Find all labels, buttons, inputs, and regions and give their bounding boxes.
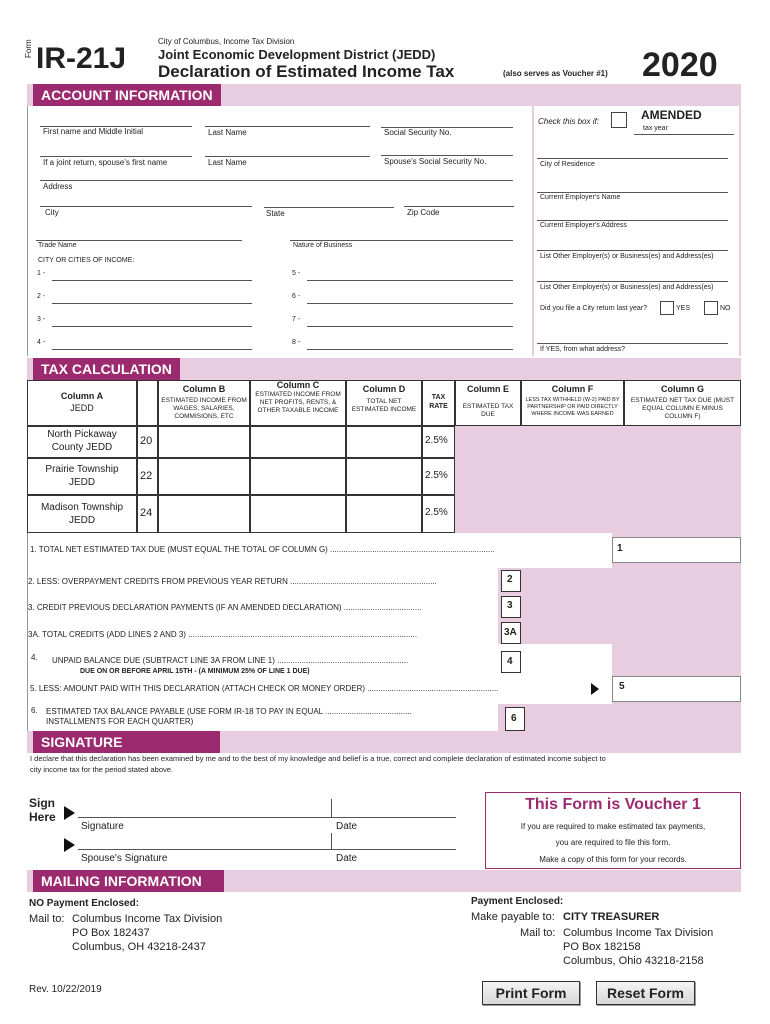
- row3-jedd-name: Madison Township JEDD: [40, 502, 124, 526]
- line5-num: 5: [619, 681, 625, 692]
- form-title-2: Declaration of Estimated Income Tax: [158, 62, 455, 81]
- spouse-signature-label: Spouse's Signature: [81, 853, 168, 864]
- line3a-num: 3A: [504, 627, 517, 638]
- first-name-label: First name and Middle Initial: [43, 127, 144, 136]
- revision-date: Rev. 10/22/2019: [29, 984, 102, 995]
- city-num-5: 5 -: [292, 270, 301, 277]
- payable-label: Make payable to:: [471, 911, 555, 923]
- left-address-3: Columbus, OH 43218-2437: [72, 941, 206, 953]
- line6-text-1: ESTIMATED TAX BALANCE PAYABLE (USE FORM IR-18 TO PAY IN EQUAL .......................................: [46, 707, 412, 716]
- zip-label: Zip Code: [407, 208, 440, 217]
- line3-num: 3: [507, 600, 513, 611]
- amended-checkbox[interactable]: [611, 112, 627, 128]
- line5-text: 5. LESS: AMOUNT PAID WITH THIS DECLARATION (ATTACH CHECK OR MONEY ORDER) ...........................................................: [30, 684, 499, 693]
- city-num-8: 8 -: [292, 339, 301, 346]
- colF-sub: LESS TAX WITHHELD (W-2) PAID BY PARTNERSHIP OR PAID DIRECTLY WHERE INCOME WAS EARNED: [525, 397, 620, 417]
- city-num-2: 2 -: [37, 293, 46, 300]
- colA-sub: JEDD: [70, 403, 94, 413]
- city-num-6: 6 -: [292, 293, 301, 300]
- tax-calc-heading: TAX CALCULATION: [33, 358, 180, 380]
- form-code: IR-21J: [36, 42, 127, 75]
- line3a-text: 3A. TOTAL CREDITS (ADD LINES 2 AND 3) .......................................................................................................: [28, 630, 418, 639]
- sign-arrow-icon: [64, 806, 75, 820]
- line4-num-label: 4.: [31, 653, 38, 662]
- colF-title: Column F: [551, 384, 594, 394]
- voucher-line-3: Make a copy of this form for your records.: [539, 855, 687, 864]
- line1-num-box: [612, 537, 741, 563]
- voucher-line-2: you are required to file this form.: [555, 838, 671, 847]
- city-num-7: 7 -: [292, 316, 301, 323]
- mail-to-label-right: Mail to:: [520, 927, 556, 939]
- row3-colB[interactable]: [158, 495, 250, 533]
- row2-code-text: 22: [140, 470, 153, 482]
- trade-name-label: Trade Name: [38, 242, 77, 249]
- no-payment-label: NO Payment Enclosed:: [29, 898, 140, 909]
- row2-rate-text: 2.5%: [425, 470, 448, 481]
- row3-rate-text: 2.5%: [425, 507, 448, 518]
- other-employers-label-1: List Other Employer(s) or Business(es) and Address(es): [540, 253, 714, 260]
- line2-num: 2: [507, 574, 513, 585]
- city-label: City: [45, 208, 59, 217]
- state-label: State: [266, 209, 285, 218]
- row3-code-text: 24: [140, 507, 153, 519]
- colD-sub: TOTAL NET ESTIMATED INCOME: [351, 398, 417, 413]
- mailing-heading: MAILING INFORMATION: [33, 870, 224, 892]
- row1-right-pink: [455, 426, 741, 533]
- mail-to-label-left: Mail to:: [29, 913, 65, 925]
- signature-heading: SIGNATURE: [33, 731, 220, 753]
- line1-text: 1. TOTAL NET ESTIMATED TAX DUE (MUST EQUAL THE TOTAL OF COLUMN G) ..........................................................................: [30, 545, 495, 554]
- date-label-2: Date: [336, 853, 358, 864]
- row1-colD[interactable]: [346, 426, 422, 458]
- no-label: NO: [720, 305, 731, 312]
- nature-of-business-label: Nature of Business: [293, 242, 353, 249]
- account-left-panel: [27, 106, 532, 356]
- other-employers-label-2: List Other Employer(s) or Business(es) and Address(es): [540, 284, 714, 291]
- mailing-bar: [27, 870, 741, 892]
- row2-colB[interactable]: [158, 458, 250, 495]
- right-address-3: Columbus, Ohio 43218-2158: [563, 955, 704, 967]
- reset-form-button[interactable]: Reset Form: [596, 981, 695, 1005]
- voucher-note: (also serves as Voucher #1): [503, 69, 608, 78]
- payment-enclosed-label: Payment Enclosed:: [471, 896, 564, 907]
- signature-label: Signature: [81, 821, 124, 832]
- payee: CITY TREASURER: [563, 911, 660, 923]
- account-info-heading: ACCOUNT INFORMATION: [33, 84, 221, 106]
- right-address-2: PO Box 182158: [563, 941, 641, 953]
- row3-colC[interactable]: [250, 495, 346, 533]
- declaration-line-2: city income tax for the period stated above.: [30, 765, 173, 774]
- employer-address-label: Current Employer's Address: [540, 222, 627, 229]
- spouse-ssn-label: Spouse's Social Security No.: [384, 157, 487, 166]
- left-address-1: Columbus Income Tax Division: [72, 913, 223, 925]
- signature-bar: [27, 731, 741, 753]
- voucher-line-1: If you are required to make estimated tax payments,: [520, 822, 706, 831]
- line6-text-2: INSTALLMENTS FOR EACH QUARTER): [46, 717, 194, 726]
- row1-code-text: 20: [140, 435, 153, 447]
- colG-sub: ESTIMATED NET TAX DUE (MUST EQUAL COLUMN E MINUS COLUMN F): [630, 397, 735, 420]
- row2-colD[interactable]: [346, 458, 422, 495]
- colA-title: Column A: [60, 391, 104, 401]
- city-num-4: 4 -: [37, 339, 46, 346]
- declaration-line-1: I declare that this declaration has been examined by me and to the best of my knowledge and belief is a true, correct and complete declaration of estimated income subject to: [30, 754, 606, 763]
- address-label: Address: [43, 182, 73, 191]
- colE-sub: ESTIMATED TAX DUE: [462, 403, 514, 418]
- here-label: Here: [29, 810, 56, 824]
- check-box-label: Check this box if:: [538, 117, 599, 126]
- row2-colC[interactable]: [250, 458, 346, 495]
- line5-num-box: [612, 676, 741, 702]
- current-employer-label: Current Employer's Name: [540, 194, 621, 201]
- line6-num: 6: [511, 713, 517, 724]
- spouse-last-label: Last Name: [208, 158, 247, 167]
- right-address-1: Columbus Income Tax Division: [563, 927, 714, 939]
- colA-gap-header: [137, 380, 158, 426]
- colD-title: Column D: [362, 384, 406, 394]
- city-residence-label: City of Residence: [540, 161, 595, 168]
- sign-label: Sign: [29, 796, 55, 810]
- spouse-sign-arrow-icon: [64, 838, 75, 852]
- last-name-label: Last Name: [208, 128, 247, 137]
- line2-text: 2. LESS: OVERPAYMENT CREDITS FROM PREVIOUS YEAR RETURN ..................................................................: [28, 577, 437, 586]
- row1-colC[interactable]: [250, 426, 346, 458]
- division: City of Columbus, Income Tax Division: [158, 37, 295, 46]
- row2-jedd-name: Prairie Township JEDD: [45, 464, 119, 488]
- city-num-3: 3 -: [37, 316, 46, 323]
- line5-arrow-icon: [591, 683, 599, 695]
- colG-title: Column G: [661, 384, 704, 394]
- row1-colB[interactable]: [158, 426, 250, 458]
- row1-jedd-name: North Pickaway County JEDD: [47, 429, 117, 453]
- print-form-button[interactable]: Print Form: [482, 981, 580, 1005]
- row1-rate-text: 2.5%: [425, 435, 448, 446]
- colC-title: Column C: [276, 380, 320, 390]
- line4-due: DUE ON OR BEFORE APRIL 15TH - (A MINIMUM 25% OF LINE 1 DUE): [80, 668, 310, 675]
- amended-label: AMENDED: [641, 108, 702, 122]
- line3-text: 3. CREDIT PREVIOUS DECLARATION PAYMENTS (IF AN AMENDED DECLARATION) ...................................: [28, 603, 422, 612]
- account-info-bar: [27, 84, 741, 106]
- city-num-1: 1 -: [37, 270, 46, 277]
- spouse-first-label: If a joint return, spouse's first name: [43, 158, 168, 167]
- lines-right-pink: [612, 533, 741, 733]
- colC-sub: ESTIMATED INCOME FROM NET PROFITS, RENTS, & OTHER TAXABLE INCOME: [255, 391, 341, 414]
- left-address-2: PO Box 182437: [72, 927, 150, 939]
- no-checkbox[interactable]: [704, 301, 718, 315]
- date-label-1: Date: [336, 821, 358, 832]
- form-title-1: Joint Economic Development District (JEDD): [158, 47, 436, 62]
- tax-calc-bar: [27, 358, 741, 380]
- filed-last-year-label: Did you file a City return last year?: [540, 305, 647, 312]
- cities-of-income-label: CITY OR CITIES OF INCOME:: [38, 257, 135, 264]
- colB-title: Column B: [182, 384, 226, 394]
- account-right-inner: [534, 106, 739, 356]
- ssn-label: Social Security No.: [384, 128, 452, 137]
- row3-colD[interactable]: [346, 495, 422, 533]
- yes-checkbox[interactable]: [660, 301, 674, 315]
- yes-label: YES: [676, 305, 691, 312]
- tax-year-label: tax year: [643, 125, 668, 132]
- if-yes-label: If YES, from what address?: [540, 346, 626, 353]
- line1-num: 1: [617, 543, 623, 554]
- form-word: Form: [24, 39, 33, 58]
- voucher-title: This Form is Voucher 1: [525, 796, 701, 813]
- line4-num: 4: [507, 656, 513, 667]
- tax-year: 2020: [642, 46, 718, 84]
- colB-sub: ESTIMATED INCOME FROM WAGES, SALARIES, COMMISIONS, ETC: [161, 397, 247, 420]
- colE-title: Column E: [467, 384, 509, 394]
- rate-title: TAX RATE: [429, 394, 448, 410]
- line4-text: UNPAID BALANCE DUE (SUBTRACT LINE 3A FROM LINE 1) ...........................................................: [52, 656, 409, 665]
- line6-num-label: 6.: [31, 706, 38, 715]
